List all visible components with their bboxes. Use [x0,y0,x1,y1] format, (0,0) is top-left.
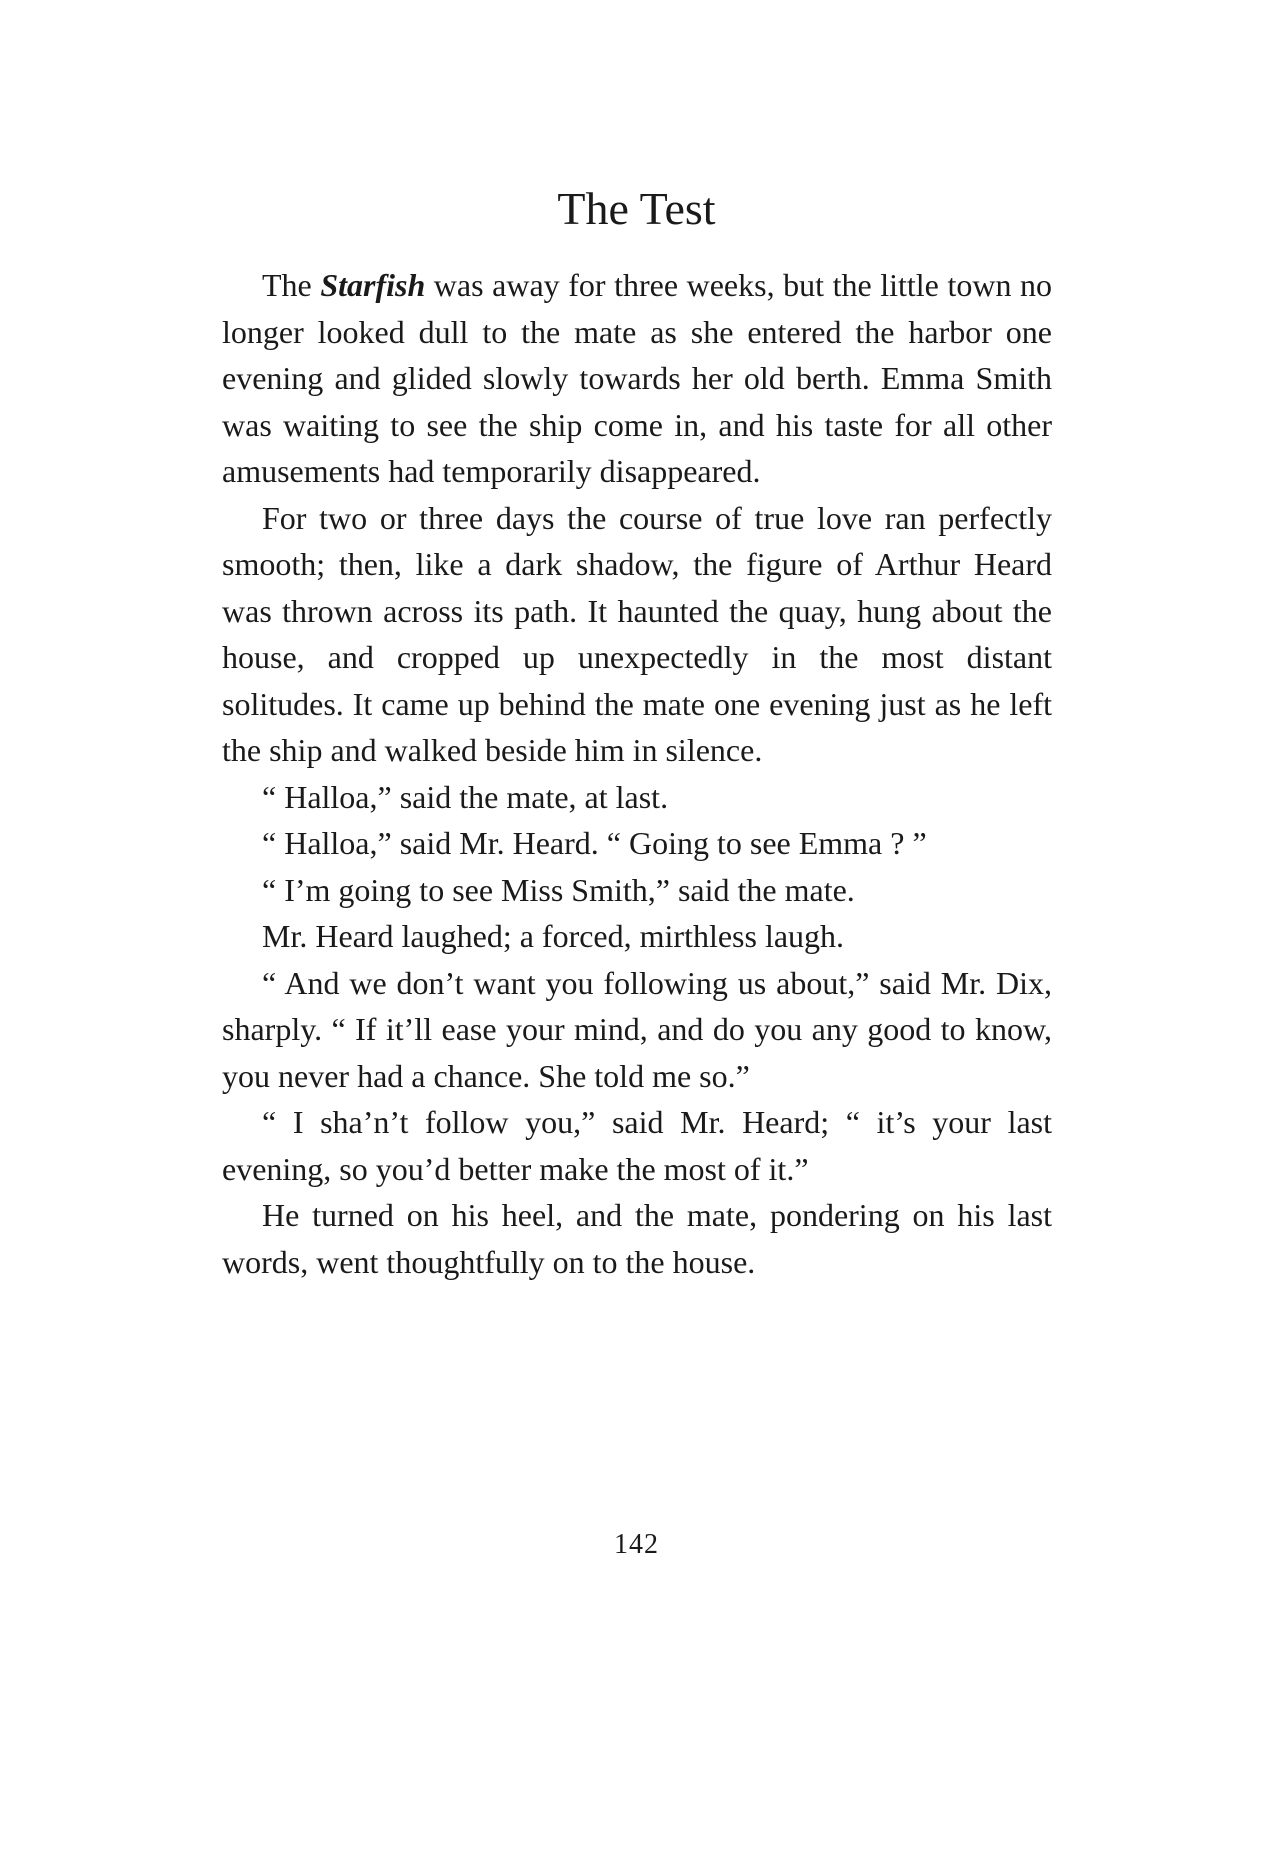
paragraph: Mr. Heard laughed; a forced, mirthless laugh. [262,918,845,954]
running-title: The Test [557,183,716,234]
page-number: 142 [614,1529,659,1560]
paragraph: “ Halloa,” said the mate, at last. [262,778,669,815]
paragraph: He turned on his heel, and the mate, pondering on his last words, went thoughtfully on to the house. [222,1197,1052,1280]
paragraph: “ Halloa,” said Mr. Heard. “ Going to see Emma ? ” [262,825,927,861]
paragraph: “ And we don’t want you following us about,” said Mr. Dix, sharply. “ If it’ll ease your mind, and do you any good to know, you never had a chance. She told me so.” [222,964,1052,1094]
paragraph-rest: was away for three weeks, but the little town no longer looked dull to the mate as she entered the harbor one evening and glided slowly towards her old berth. Emma Smith was waiting to see the ship come in, and his taste for all other amusements had temporarily disappeared. [222,267,1053,489]
paragraph: “ I sha’n’t follow you,” said Mr. Heard; “ it’s your last evening, so you’d better make the most of it.” [222,1104,1052,1187]
paragraph: For two or three days the course of true love ran perfectly smooth; then, like a dark shadow, the figure of Arthur Heard was thrown across its path. It haunted the quay, hung about the house, and cropped up unexpectedly in the most distant solitudes. It came up behind the mate one evening just as he left the ship and walked beside him in silence. [222,499,1052,768]
paragraph: “ I’m going to see Miss Smith,” said the mate. [262,871,855,908]
body-text [222,262,1052,1285]
ship-name: Starfish [320,267,426,303]
paragraph [222,262,1052,495]
paragraph-lead: The [262,267,321,303]
